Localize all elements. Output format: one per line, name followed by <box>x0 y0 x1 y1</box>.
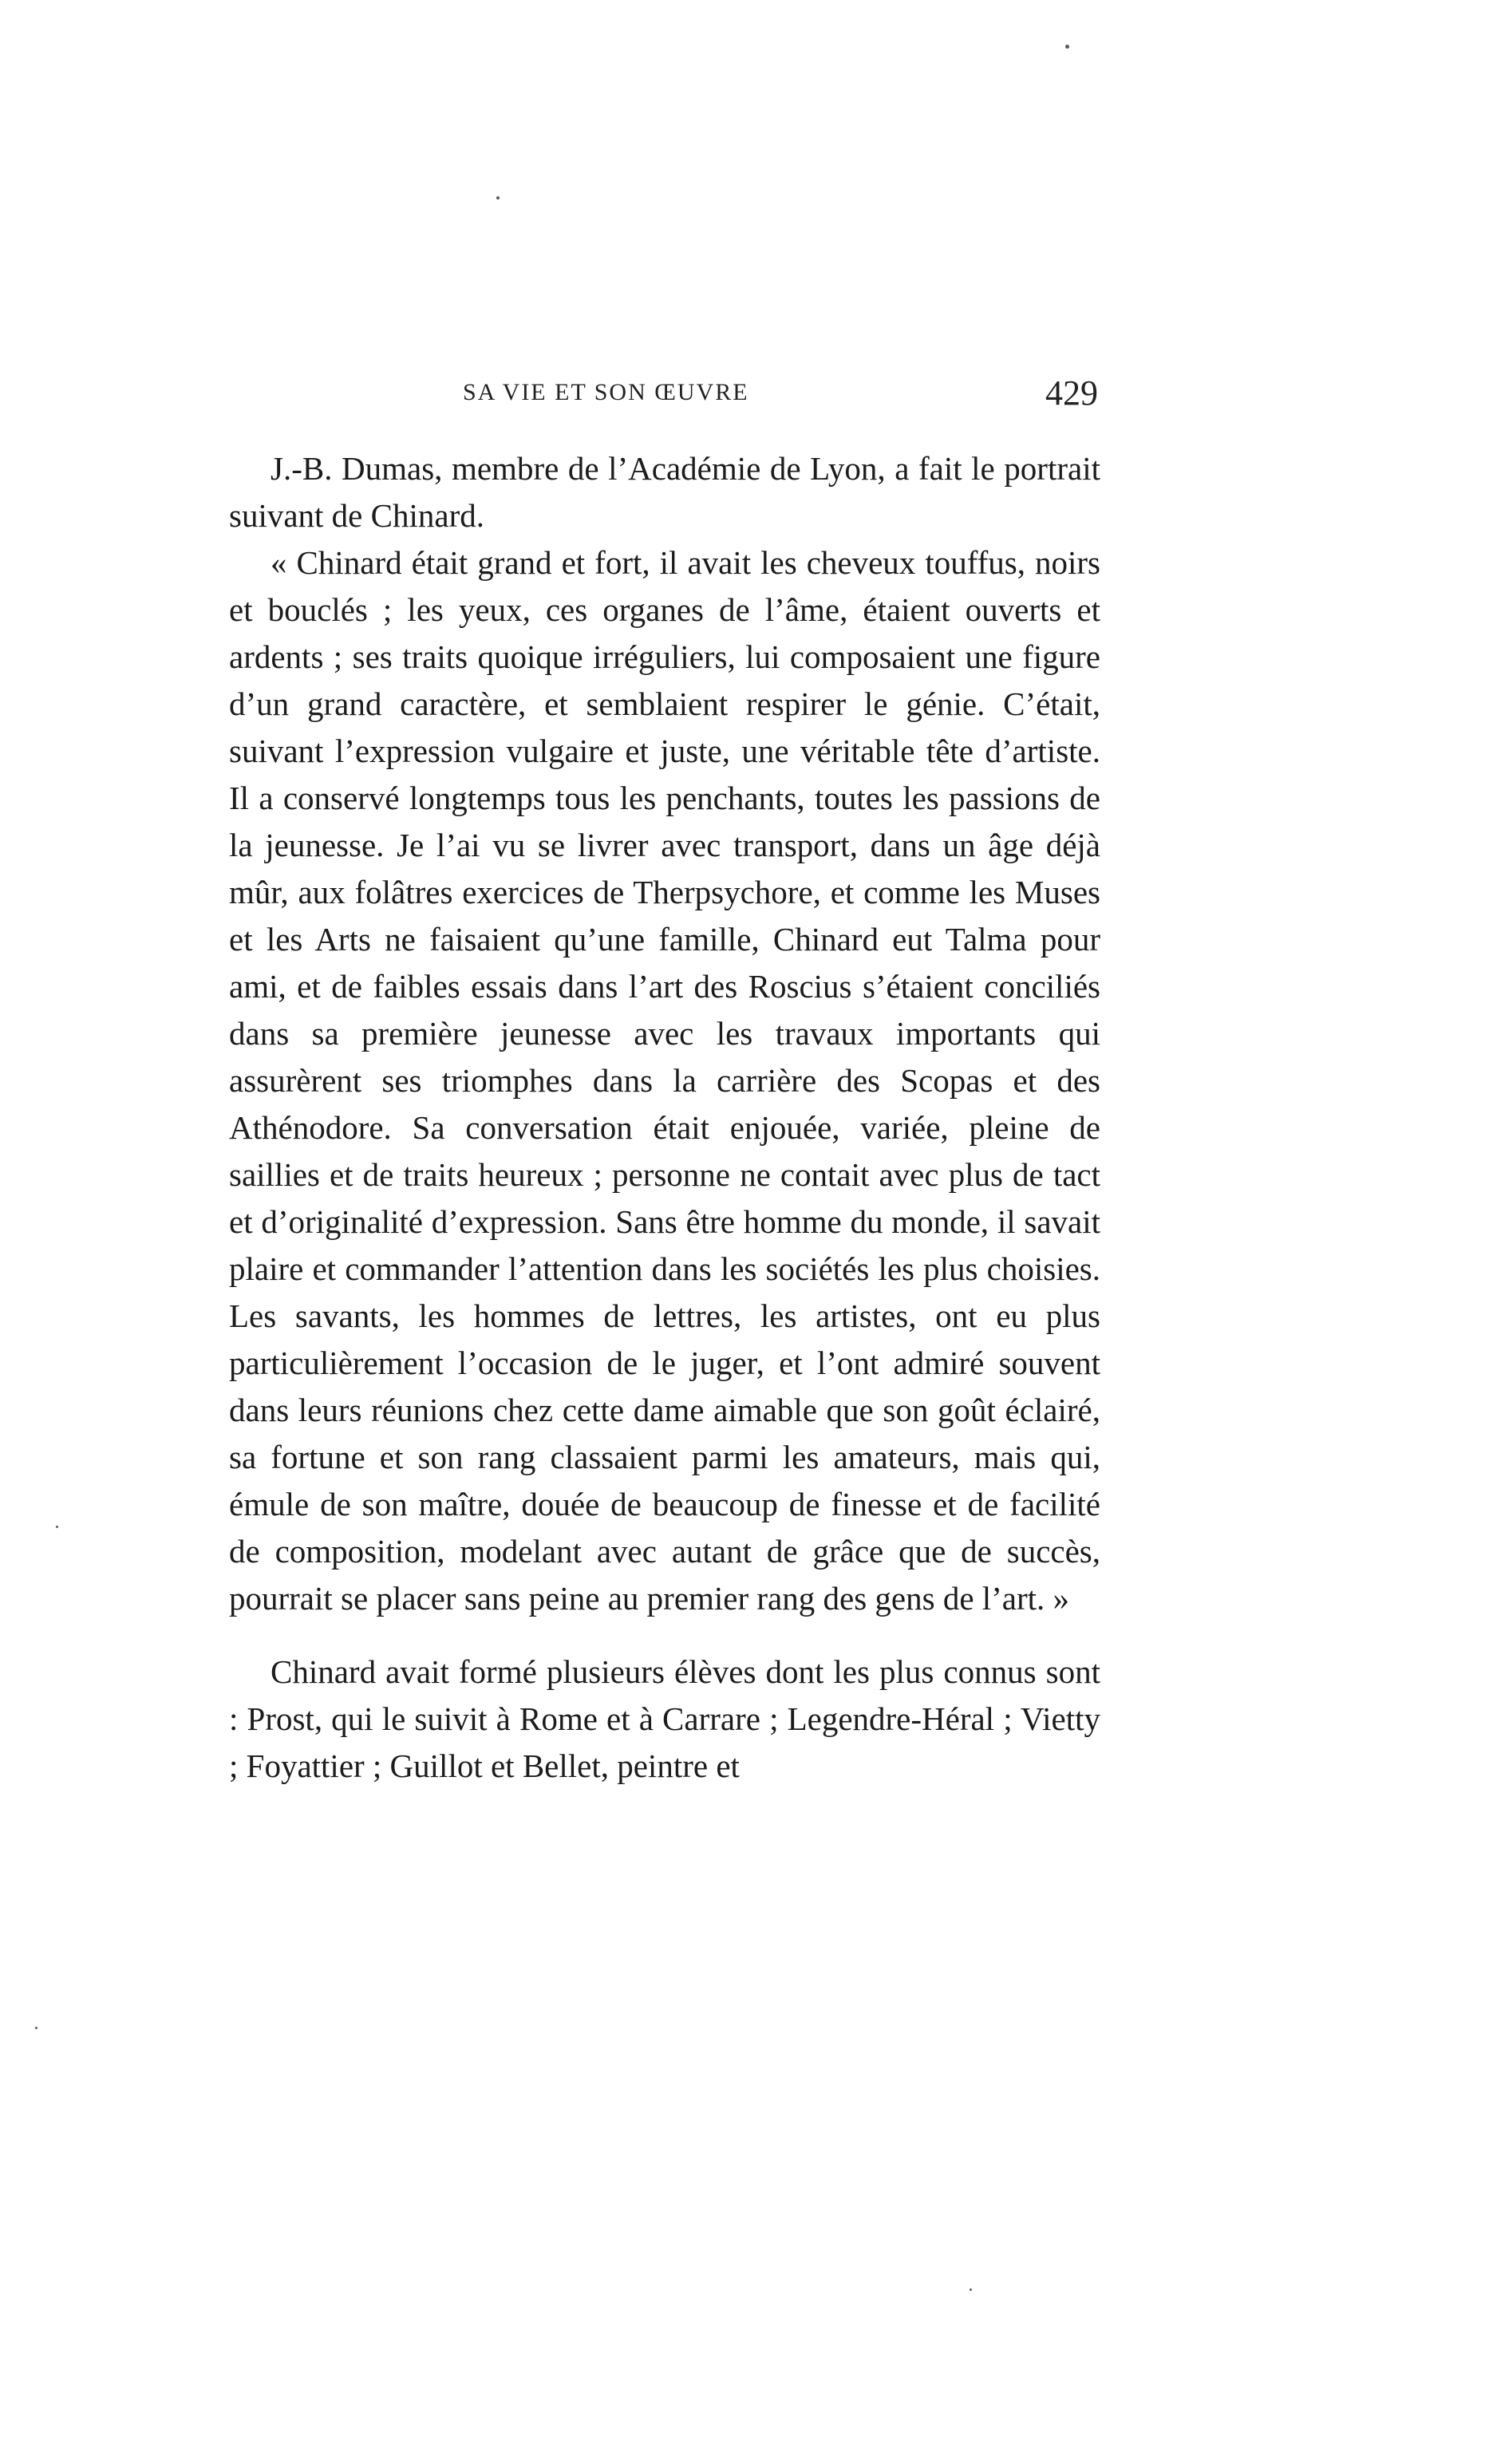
page-number: 429 <box>1045 373 1098 413</box>
ink-speck <box>496 196 500 199</box>
paragraph-portrait-quote: « Chinard était grand et fort, il avait les cheveux touffus, noirs et bouclés ; les yeux, ces organes de l’âme, étaient ouverts et ardents ; ses traits quoique irréguliers, lui composaient une figure d’un grand caractère, et semblaient respirer le génie. C’était, suivant l’expression vulgaire et juste, une véritable tête d’artiste. Il a conservé longtemps tous les penchants, toutes les passions de la jeunesse. Je l’ai vu se livrer avec transport, dans un âge déjà mûr, aux folâtres exercices de Therpsychore, et comme les Muses et les Arts ne faisaient qu’une famille, Chinard eut Talma pour ami, et de faibles essais dans l’art des Roscius s’étaient conciliés dans sa première jeunesse avec les travaux importants qui assurèrent ses triomphes dans la carrière des Scopas et des Athénodore. Sa conversation était enjouée, variée, pleine de saillies et de traits heureux ; personne ne contait avec plus de tact et d’originalité d’expression. Sans être homme du monde, il savait plaire et commander l’attention dans les sociétés les plus choisies. Les savants, les hommes de lettres, les artistes, ont eu plus particulièrement l’occasion de le juger, et l’ont admiré souvent dans leurs réunions chez cette dame aimable que son goût éclairé, sa fortune et son rang classaient parmi les amateurs, mais qui, émule de son maître, douée de beaucoup de finesse et de facilité de composition, modelant avec autant de grâce que de succès, pourrait se placer sans peine au premier rang des gens de l’art. » <box>229 544 1100 1617</box>
paragraph-students: Chinard avait formé plusieurs élèves dont les plus connus sont : Prost, qui le suivit à Rome et à Carrare ; Legendre-Héral ; Vietty ; Foyattier ; Guillot et Bellet, peintre et <box>229 1653 1100 1784</box>
ink-speck <box>56 1526 58 1528</box>
running-header: SA VIE ET SON ŒUVRE <box>463 379 749 405</box>
body-text <box>229 445 1100 1790</box>
ink-speck <box>970 2288 972 2291</box>
paragraph-dumas-intro: J.-B. Dumas, membre de l’Académie de Lyon, a fait le portrait suivant de Chinard. <box>229 450 1100 534</box>
ink-speck <box>1065 45 1069 49</box>
ink-speck <box>35 2027 38 2029</box>
